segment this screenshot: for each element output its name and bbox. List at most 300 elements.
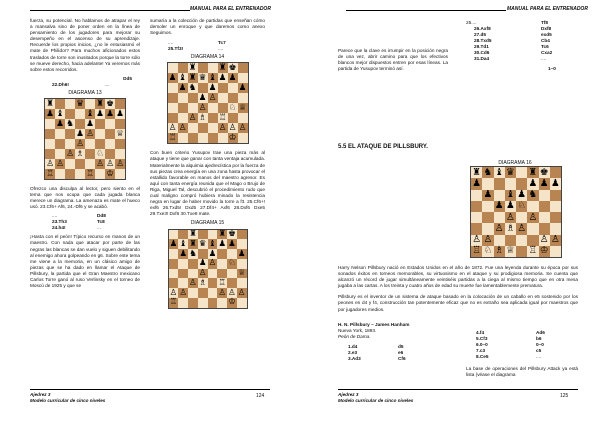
left-column-2 (150, 18, 265, 309)
white-bishop-icon: ♗ (505, 222, 515, 234)
move-row: 5.Cf3 b6 (476, 336, 542, 341)
board-square (217, 230, 227, 240)
black-queen-icon: ♛ (505, 166, 515, 178)
board-square (471, 190, 482, 201)
black-rook-icon: ♜ (46, 98, 54, 109)
black-pawn-icon: ♟ (86, 118, 94, 129)
moves-list (30, 76, 140, 88)
board-square (115, 139, 125, 149)
board-square (65, 119, 75, 129)
board-square (169, 239, 179, 249)
board-square (168, 113, 178, 123)
board-square (178, 269, 188, 279)
black-pawn-icon: ♟ (168, 73, 177, 84)
board-square (228, 113, 238, 123)
board-square (55, 99, 65, 109)
board-square (168, 73, 178, 83)
black-bishop-icon: ♝ (178, 73, 187, 84)
moves-list (466, 330, 578, 360)
move-row: 26.Axf8 Dxf8 (474, 26, 552, 31)
white-bishop-icon: ♗ (494, 245, 504, 257)
board-square (228, 63, 238, 73)
board-square (218, 133, 228, 143)
board-square (228, 93, 238, 103)
board-square (471, 212, 482, 223)
paragraph: Parece que la clave es irrumpir en la posición negra de una vez, abrir camino para que los efectivos blancos mejor dispuestos entren por esas líneas. La partida de Yusupov terminó así. (338, 48, 448, 72)
chess-diagram-13 (44, 98, 126, 180)
right-body (338, 265, 578, 316)
board-square (55, 129, 65, 139)
board-square (95, 129, 105, 139)
board-square (516, 223, 527, 234)
board-square (45, 129, 55, 139)
board-square (217, 298, 227, 308)
board-square (237, 298, 247, 308)
board-square (217, 269, 227, 279)
board-square (494, 167, 505, 178)
white-pawn-icon: ♙ (96, 158, 104, 169)
black-pawn-icon: ♟ (169, 238, 178, 249)
board-square (105, 99, 115, 109)
paragraph: Harry Nelson Pillsbury nació en Estados Unidos en el año de 1872. Fue una leyenda durante su época por sus sonados éxitos en torneos memorables, su virtuosismo en el ataque y su prodigiosa memoria. Se cuenta que alcanzó un récord de jugar simultáneamente veintiséis partidas a la ciega al mismo tiempo que en otra mesa jugaba a las cartas. A los treinta y cuatro años de edad su muerte fue lamentablemente prematura. (338, 265, 578, 289)
board-square (105, 169, 115, 179)
white-pawn-icon: ♙ (178, 123, 187, 134)
board-square (45, 109, 55, 119)
black-rook-icon: ♜ (218, 63, 227, 74)
white-pawn-icon: ♙ (66, 148, 74, 159)
board-square (55, 169, 65, 179)
white-pawn-icon: ♙ (116, 158, 124, 169)
board-square (198, 83, 208, 93)
paragraph: fuerza, su potencial. No hablamos de atrapar el rey a mansalva sino de poner orden en la línea de pensamiento de los jugadores para mejorar su desempeño en el ascenso de su aprendizaje. Recuerde los propios inicios, ¿no le entusiasmó el mate de Philidor? Para muchos aficionados estos traslados de torre son inusitados porque la torre sólo se mueve derecho, hacia adelante! Ya veremos más sobre estos recorridos. (30, 18, 140, 72)
board-square (208, 259, 218, 269)
board-square (494, 190, 505, 201)
board-square (227, 269, 237, 279)
right-column-1 (338, 48, 448, 75)
board-square (85, 109, 95, 119)
board-square (75, 109, 85, 119)
board-square (178, 123, 188, 133)
board-square (237, 288, 247, 298)
board-square (75, 139, 85, 149)
board-square (75, 99, 85, 109)
board-square (505, 212, 516, 223)
board-square (539, 167, 550, 178)
black-pawn-icon: ♟ (106, 108, 114, 119)
chess-diagram-14 (167, 62, 249, 144)
board-square (178, 278, 188, 288)
white-rook-icon: ♖ (86, 168, 94, 179)
board-square (188, 259, 198, 269)
board-square (198, 73, 208, 83)
game-title: H. N. Pillsbury – James Hanham (338, 322, 410, 327)
footer (338, 392, 413, 404)
black-king-icon: ♚ (228, 63, 237, 74)
black-knight-icon: ♞ (189, 248, 197, 259)
board-square (85, 149, 95, 159)
board-square (218, 73, 228, 83)
white-rook-icon: ♖ (168, 133, 177, 144)
black-pawn-icon: ♟ (96, 108, 104, 119)
board-square (539, 246, 550, 257)
black-king-icon: ♚ (106, 98, 114, 109)
board-square (65, 149, 75, 159)
board-square (198, 239, 208, 249)
board-square (228, 133, 238, 143)
move-row: 28.Txd5 Cb4 (474, 38, 550, 43)
board-square (65, 109, 75, 119)
board-square (516, 235, 527, 246)
paragraph: Con buen criterio Yusupov trae una pieza más al ataque y tiene que ganar con tanta ventaja acumulada. Materialmente la alquimia ajedrecística por la fuerza de sus piezas crea energía en una zona hasta provocar el estallido favorable en manos del maestro agresor. Es aquí con tanta energía reunida que el Mago o Brujo de Riga, Miguel Tal, descubrió el procedimiento rudo que cual maligno compró hubiera minado la resistencia negra en lugar de haber movido la torre a f3. 25.Cf6+! exf6 26.Txd5! Dxd5 27.Df4+ Axf6 28.Dxf6 Dxe5 29.Txe3! Dxf6 30.Txe8 mate. (150, 150, 265, 217)
board-square (482, 201, 493, 212)
black-queen-icon: ♛ (76, 98, 84, 109)
white-pawn-icon: ♙ (237, 287, 246, 298)
board-square (227, 298, 237, 308)
board-square (198, 249, 208, 259)
white-king-icon: ♔ (228, 133, 237, 144)
black-rook-icon: ♜ (189, 238, 197, 249)
board-square (169, 278, 179, 288)
board-square (188, 93, 198, 103)
black-pawn-icon: ♟ (179, 248, 187, 259)
white-bishop-icon: ♗ (76, 148, 84, 159)
right-column-2 (466, 20, 576, 72)
board-square (494, 212, 505, 223)
black-bishop-icon: ♝ (56, 108, 64, 119)
board-square (188, 298, 198, 308)
board-square (208, 249, 218, 259)
board-square (105, 129, 115, 139)
board-square (527, 223, 538, 234)
board-square (238, 123, 248, 133)
board-square (115, 159, 125, 169)
chess-diagram-15 (168, 229, 248, 309)
board-square (65, 169, 75, 179)
white-rook-icon: ♖ (218, 113, 227, 124)
black-rook-icon: ♜ (218, 229, 226, 240)
black-knight-icon: ♞ (483, 166, 493, 178)
board-square (168, 83, 178, 93)
white-rook-icon: ♖ (218, 277, 226, 288)
black-rook-icon: ♜ (96, 98, 104, 109)
moves-list (338, 344, 448, 362)
board-square (237, 230, 247, 240)
footer-rule (338, 389, 578, 390)
board-square (482, 190, 493, 201)
black-pawn-icon: ♟ (116, 108, 124, 119)
move-row: 30.Cd6 Cxa2 (474, 50, 553, 55)
board-square (198, 298, 208, 308)
white-knight-icon: ♘ (517, 200, 526, 212)
white-pawn-icon: ♙ (179, 287, 187, 298)
board-square (228, 103, 238, 113)
board-square (178, 133, 188, 143)
white-pawn-icon: ♙ (483, 234, 493, 246)
board-square (115, 149, 125, 159)
board-square (208, 93, 218, 103)
black-pawn-icon: ♟ (238, 83, 247, 94)
white-pawn-icon: ♙ (494, 222, 504, 234)
white-bishop-icon: ♗ (198, 113, 207, 124)
board-square (105, 139, 115, 149)
board-square (178, 230, 188, 240)
board-square (188, 249, 198, 259)
black-pawn-icon: ♟ (228, 73, 237, 84)
board-square (227, 230, 237, 240)
move-row: 25.... Tf8 (466, 20, 549, 25)
board-square (237, 269, 247, 279)
chess-diagram-16 (470, 166, 562, 258)
footer-line-2: Modelo curricular de cinco niveles (30, 398, 106, 403)
board-square (237, 278, 247, 288)
diagram-caption: DIAGRAMA 16 (498, 160, 532, 166)
board-square (527, 235, 538, 246)
board-square (218, 113, 228, 123)
board-square (539, 223, 550, 234)
board-square (505, 178, 516, 189)
board-square (516, 178, 527, 189)
board-square (539, 178, 550, 189)
board-square (505, 246, 516, 257)
board-square (482, 212, 493, 223)
board-square (208, 113, 218, 123)
board-square (482, 223, 493, 234)
board-square (105, 119, 115, 129)
board-square (115, 119, 125, 129)
board-square (188, 63, 198, 73)
move-row: 27.d5 exd5 (474, 32, 552, 37)
board-square (168, 93, 178, 103)
black-pawn-icon: ♟ (178, 83, 187, 94)
board-square (471, 201, 482, 212)
white-rook-icon: ♖ (46, 168, 54, 179)
white-rook-icon: ♖ (528, 245, 538, 257)
board-square (217, 278, 227, 288)
page-number: 124 (256, 393, 265, 399)
black-pawn-icon: ♟ (494, 200, 504, 212)
section-title: 5.5 EL ATAQUE DE PILLSBURY. (338, 144, 428, 150)
board-square (95, 169, 105, 179)
board-square (218, 123, 228, 133)
board-square (188, 113, 198, 123)
black-bishop-icon: ♝ (208, 73, 217, 84)
white-pawn-icon: ♙ (208, 258, 217, 269)
white-knight-icon: ♘ (228, 103, 237, 114)
board-square (75, 169, 85, 179)
white-knight-icon: ♘ (96, 148, 104, 159)
board-square (45, 149, 55, 159)
move-row: 4.f4 Ad6 (476, 330, 545, 335)
board-square (471, 178, 482, 189)
black-king-icon: ♚ (228, 229, 236, 240)
black-knight-icon: ♞ (528, 189, 538, 201)
header-title: MANUAL PARA EL ENTRENADOR (507, 6, 588, 12)
move-row: 24.h4! ... (52, 225, 101, 231)
board-square (115, 109, 125, 119)
black-pawn-icon: ♟ (505, 200, 515, 212)
board-square (550, 212, 561, 223)
board-square (208, 298, 218, 308)
board-square (198, 63, 208, 73)
black-pawn-icon: ♟ (198, 93, 207, 104)
board-square (168, 63, 178, 73)
black-queen-icon: ♛ (198, 73, 207, 84)
white-pawn-icon: ♙ (550, 234, 560, 246)
white-queen-icon: ♕ (116, 128, 124, 139)
board-square (178, 259, 188, 269)
board-square (178, 73, 188, 83)
board-square (105, 109, 115, 119)
moves-list (150, 40, 265, 52)
board-square (238, 63, 248, 73)
diagram-caption: DIAGRAMA 15 (190, 220, 225, 227)
footer (30, 392, 105, 404)
white-knight-icon: ♘ (483, 245, 493, 257)
move-row: 29.Td1 Tc6 (474, 44, 549, 49)
white-pawn-icon: ♙ (208, 93, 217, 104)
board-square (168, 103, 178, 113)
board-square (218, 83, 228, 93)
move-row: 3.Ad3 Cf6 (348, 356, 406, 362)
header-rule (30, 10, 190, 11)
board-square (527, 190, 538, 201)
board-square (550, 201, 561, 212)
board-square (198, 93, 208, 103)
board-square (539, 201, 550, 212)
black-pawn-icon: ♟ (237, 248, 246, 259)
black-pawn-icon: ♟ (218, 73, 227, 84)
board-square (105, 159, 115, 169)
board-square (494, 223, 505, 234)
footer-rule (30, 389, 270, 390)
black-rook-icon: ♜ (472, 166, 481, 178)
board-square (550, 246, 561, 257)
board-square (188, 230, 198, 240)
board-square (516, 190, 527, 201)
board-square (482, 246, 493, 257)
board-square (227, 249, 237, 259)
game-result: 1–0 (548, 66, 556, 71)
board-square (55, 149, 65, 159)
white-pawn-icon: ♙ (189, 277, 197, 288)
board-square (550, 178, 561, 189)
white-pawn-icon: ♙ (46, 158, 54, 169)
board-square (95, 109, 105, 119)
black-rook-icon: ♜ (188, 63, 197, 74)
board-square (208, 288, 218, 298)
board-square (208, 83, 218, 93)
white-pawn-icon: ♙ (86, 128, 94, 139)
black-pawn-icon: ♟ (218, 238, 226, 249)
black-pawn-icon: ♟ (208, 248, 217, 259)
board-square (494, 246, 505, 257)
board-square (218, 103, 228, 113)
page-number: 125 (560, 393, 569, 399)
board-square (85, 129, 95, 139)
board-square (516, 201, 527, 212)
board-square (539, 212, 550, 223)
white-pawn-icon: ♙ (188, 113, 197, 124)
white-queen-icon: ♕ (238, 103, 247, 114)
game-header (338, 322, 448, 362)
black-rook-icon: ♜ (188, 73, 197, 84)
board-square (208, 123, 218, 133)
board-square (115, 169, 125, 179)
board-square (188, 133, 198, 143)
white-pawn-icon: ♙ (228, 123, 237, 134)
board-square (494, 201, 505, 212)
board-square (494, 235, 505, 246)
white-bishop-icon: ♗ (198, 277, 207, 288)
board-square (238, 103, 248, 113)
board-square (505, 167, 516, 178)
move-row: 1.d4 d5 (348, 344, 404, 350)
white-pawn-icon: ♙ (218, 287, 226, 298)
board-square (516, 246, 527, 257)
board-square (238, 93, 248, 103)
black-pawn-icon: ♟ (198, 258, 207, 269)
board-square (550, 167, 561, 178)
board-square (198, 278, 208, 288)
move-row: 22.Dh6! .... (52, 81, 110, 87)
paragraph: Pillsbury es el inventor de un sistema de ataque basado en la colocación de un caballo en e5 sostenido por los peones en d4 y f4, construcción tan potentemente eficaz que no es extraño sea aplicada igual por maestros que por jugadores medios. (338, 294, 578, 312)
board-square (482, 178, 493, 189)
board-square (178, 113, 188, 123)
white-pawn-icon: ♙ (238, 123, 247, 134)
board-square (188, 83, 198, 93)
move-row: 23.Th3 Tc8 (52, 219, 105, 225)
board-square (471, 246, 482, 257)
white-pawn-icon: ♙ (218, 123, 227, 134)
board-square (550, 235, 561, 246)
board-square (178, 298, 188, 308)
board-square (115, 129, 125, 139)
board-square (75, 129, 85, 139)
board-square (505, 223, 516, 234)
move-row: 6.0–0 0–0 (476, 342, 544, 347)
board-square (198, 269, 208, 279)
board-square (188, 288, 198, 298)
board-square (227, 278, 237, 288)
moves-list (30, 213, 140, 231)
board-square (516, 212, 527, 223)
board-square (494, 178, 505, 189)
board-square (217, 288, 227, 298)
black-bishop-icon: ♝ (179, 238, 187, 249)
board-square (85, 159, 95, 169)
board-square (95, 99, 105, 109)
game-place: Nueva York, 1893. (338, 328, 377, 334)
board-square (169, 230, 179, 240)
board-square (471, 223, 482, 234)
diagram-caption: DIAGRAMA 13 (68, 89, 102, 96)
black-pawn-icon: ♟ (228, 238, 236, 249)
board-square (471, 167, 482, 178)
white-pawn-icon: ♙ (528, 211, 538, 223)
white-king-icon: ♔ (228, 297, 236, 308)
footer-line-1: Ajedrez 3 (30, 392, 51, 397)
black-knight-icon: ♞ (66, 118, 74, 129)
black-pawn-icon: ♟ (539, 177, 549, 189)
board-square (471, 235, 482, 246)
paragraph: sumaría a la colección de partidas que enseñan cómo demoler un enroque y que daremos como anexo Seguimos. (150, 18, 265, 36)
white-pawn-icon: ♙ (517, 222, 526, 234)
board-square (208, 278, 218, 288)
board-square (516, 167, 527, 178)
black-pawn-icon: ♟ (56, 118, 64, 129)
board-square (238, 73, 248, 83)
board-square (55, 159, 65, 169)
